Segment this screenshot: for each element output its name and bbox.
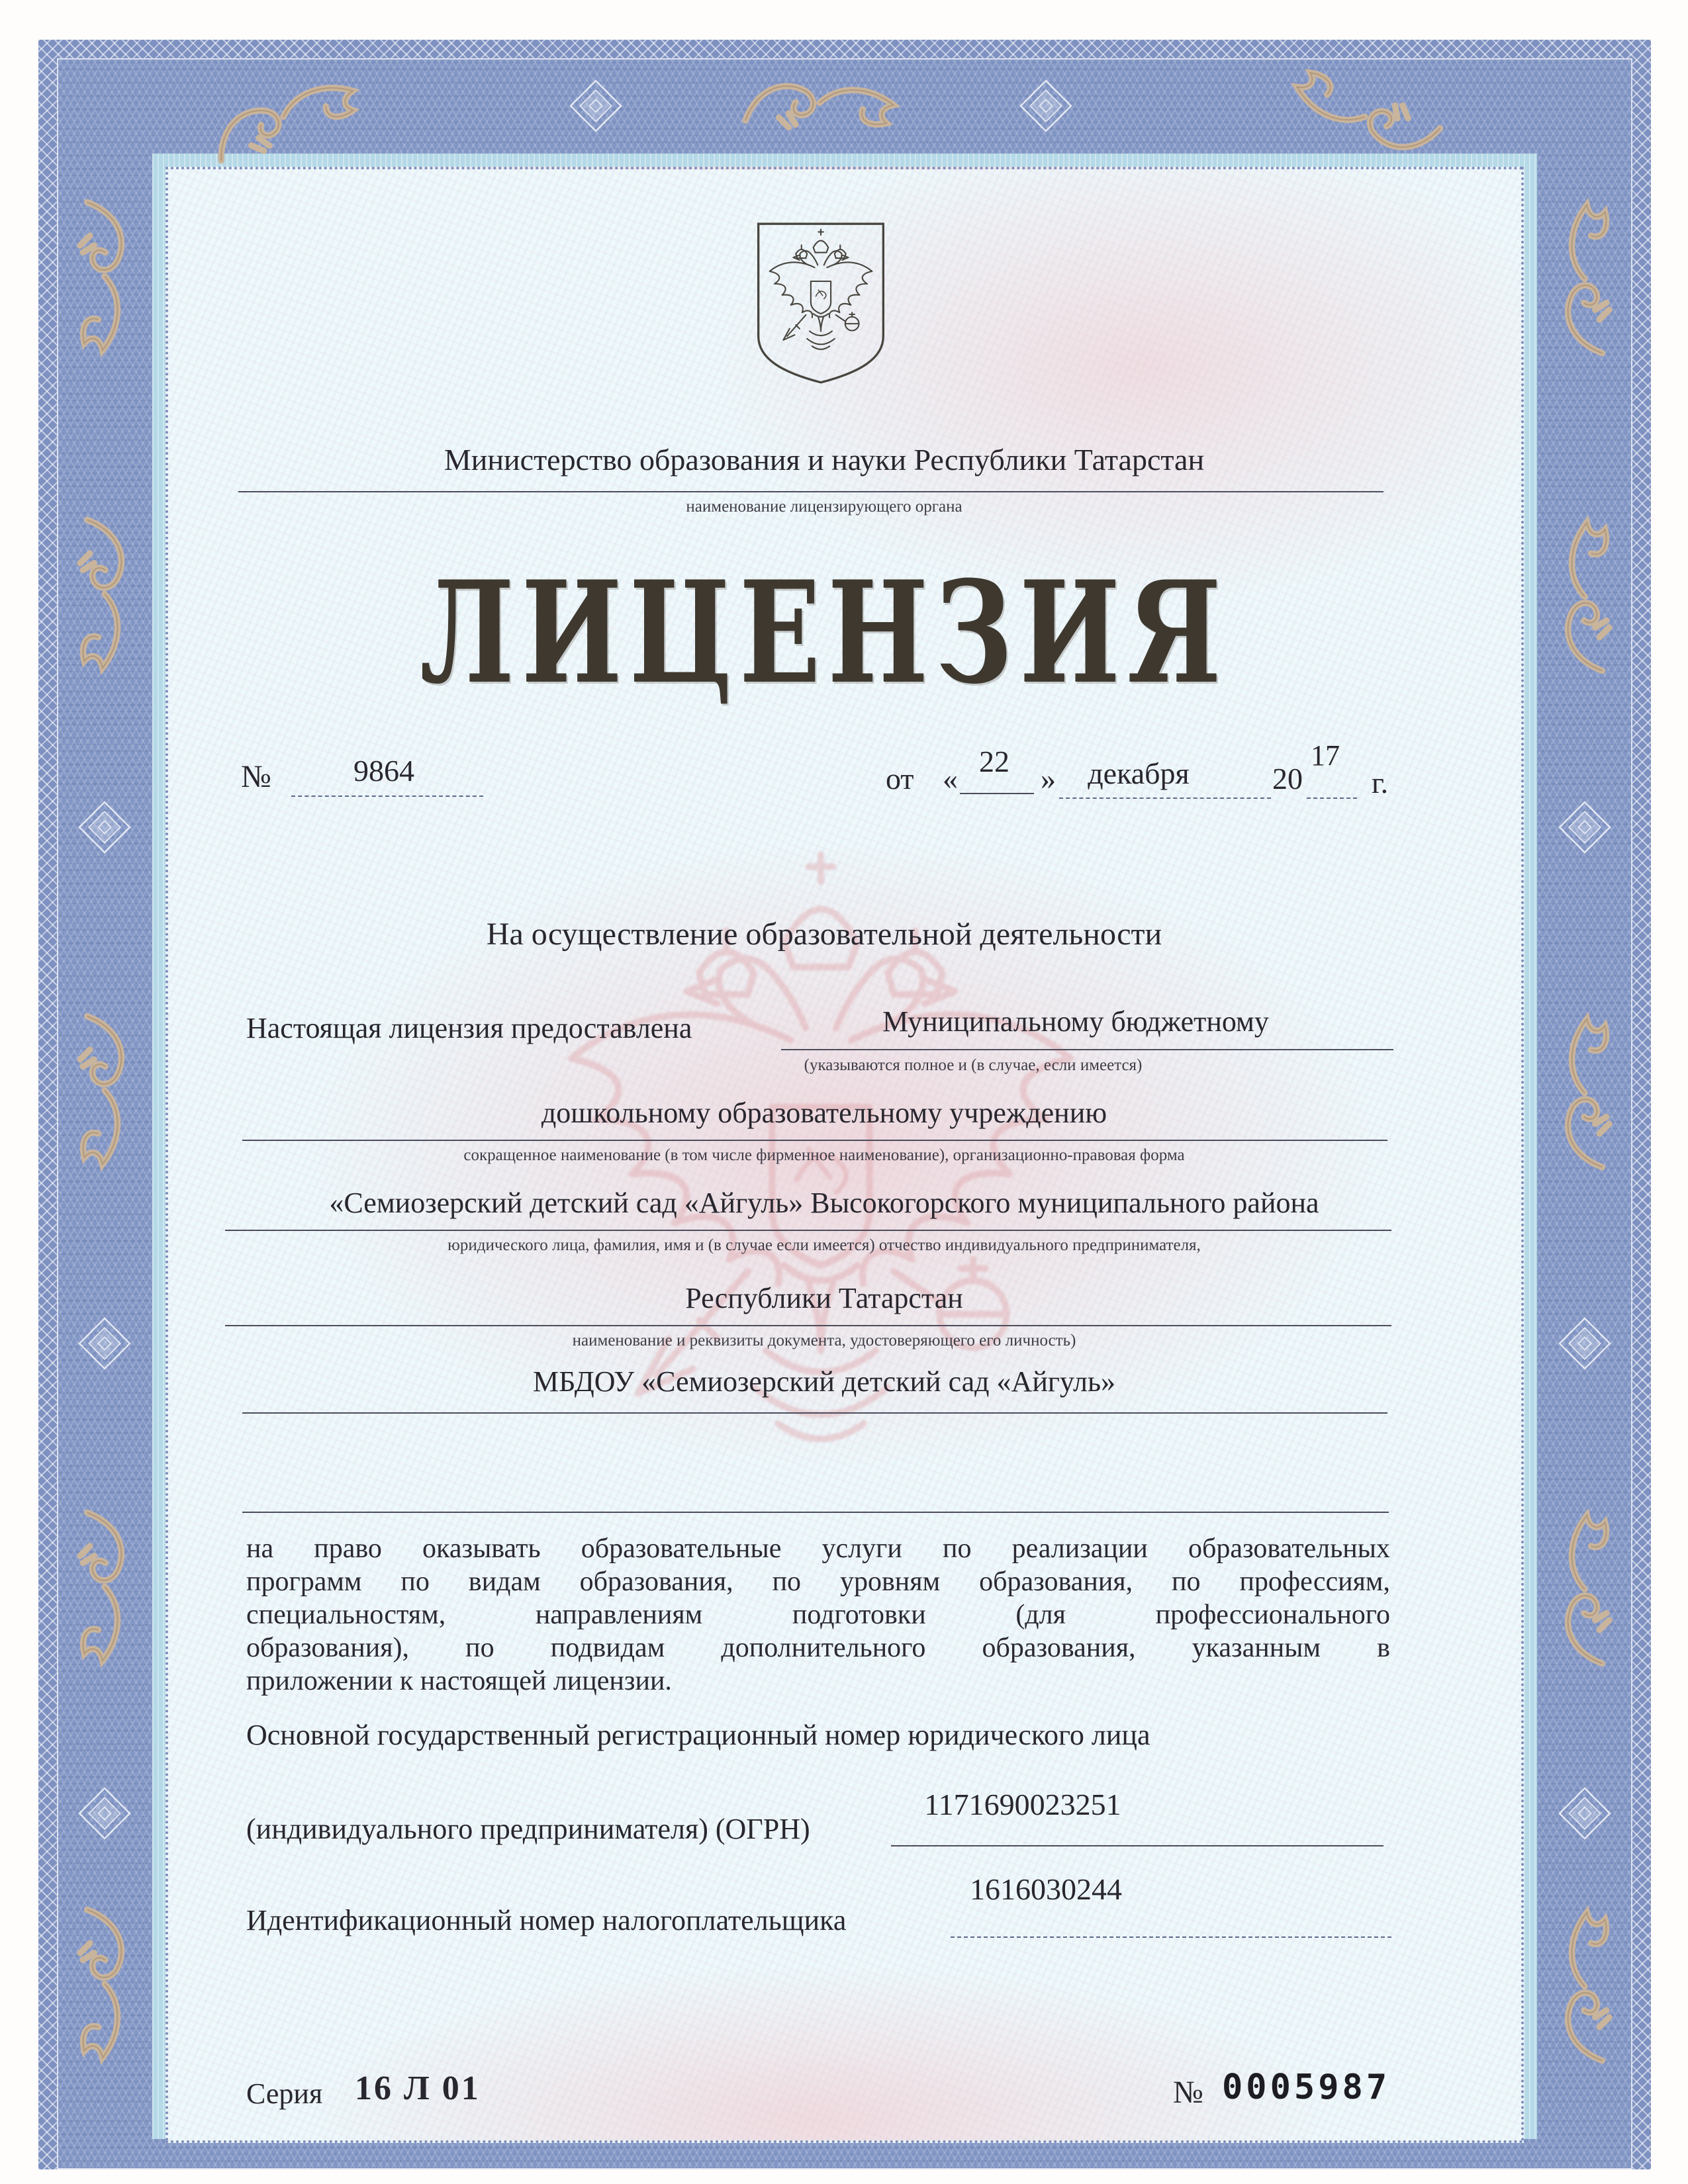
ogrn-underline (891, 1845, 1383, 1846)
date-year-line (1307, 797, 1357, 799)
date-year-prefix: 20 (1272, 762, 1303, 796)
baroque-scroll-ornament (73, 496, 136, 695)
grantee-line4-underline (225, 1325, 1391, 1326)
baroque-scroll-ornament (1554, 993, 1617, 1191)
ogrn-value: 1171690023251 (924, 1788, 1121, 1821)
date-day-line (960, 793, 1034, 794)
grantee-line4-caption: наименование и реквизиты документа, удостоверяющего его личность) (572, 1332, 1076, 1349)
granted-label: Настоящая лицензия предоставлена (246, 1012, 692, 1044)
grantee-line1-caption: (указываются полное и (в случае, если имеется) (804, 1056, 1143, 1074)
grantee-line1-underline (781, 1049, 1393, 1050)
baroque-scroll-ornament (722, 71, 920, 134)
ogrn-label: (индивидуального предпринимателя) (ОГРН) (246, 1813, 810, 1845)
baroque-scroll-ornament (1554, 1489, 1617, 1688)
guilloche-diamond-medallion (568, 78, 624, 134)
baroque-scroll-ornament (73, 1489, 136, 1688)
inn-value: 1616030244 (970, 1872, 1122, 1906)
license-number-line (291, 796, 483, 797)
grantee-line2-value: дошкольному образовательному учреждению (541, 1097, 1107, 1129)
series-value: 16 Л 01 (355, 2070, 481, 2107)
guilloche-diamond-medallion (77, 1786, 132, 1841)
grantee-line2-underline (242, 1140, 1387, 1141)
guilloche-diamond-medallion (77, 799, 132, 855)
license-number-label: № (241, 759, 271, 794)
inn-label: Идентификационный номер налогоплательщика (246, 1904, 847, 1936)
grantee-short-name: МБДОУ «Семиозерский детский сад «Айгуль» (532, 1365, 1116, 1398)
rights-paragraph-line: образования), по подвидам дополнительного образования, указанным в (246, 1633, 1390, 1663)
guilloche-diamond-medallion (1557, 1786, 1613, 1841)
guilloche-diamond-medallion (1557, 1316, 1613, 1371)
grantee-short-name-underline (242, 1412, 1387, 1414)
guilloche-diamond-medallion (1557, 799, 1613, 855)
license-subtitle: На осуществление образовательной деятельности (486, 917, 1162, 952)
empty-field-line (242, 1512, 1389, 1513)
authority-caption: наименование лицензирующего органа (686, 498, 962, 516)
ogrn-heading: Основной государственный регистрационный номер юридического лица (246, 1719, 1150, 1751)
baroque-scroll-ornament (1554, 179, 1617, 377)
date-month-value: декабря (1088, 756, 1190, 790)
date-day-value: 22 (979, 745, 1009, 778)
date-prefix: от (886, 762, 914, 796)
baroque-scroll-ornament (73, 1886, 136, 2085)
grantee-line1-value: Муниципальному бюджетному (882, 1005, 1269, 1038)
form-number-value: 0005987 (1222, 2068, 1391, 2107)
authority-name: Министерство образования и науки Республики Татарстан (444, 443, 1205, 477)
date-year-unit: г. (1372, 766, 1389, 799)
emblem-shield-outline (759, 224, 884, 383)
baroque-scroll-ornament (73, 993, 136, 1191)
baroque-scroll-ornament (1554, 1886, 1617, 2085)
grantee-line3-underline (225, 1230, 1391, 1231)
grantee-line3-caption: юридического лица, фамилия, имя и (в случае если имеется) отчество индивидуального предпринимателя, (447, 1236, 1201, 1254)
date-month-line (1059, 797, 1271, 799)
rights-paragraph-line: приложении к настоящей лицензии. (246, 1666, 672, 1696)
license-number-value: 9864 (353, 754, 414, 788)
date-year-suffix: 17 (1311, 739, 1340, 772)
grantee-line2-caption: сокращенное наименование (в том числе фирменное наименование), организационно-правовая форма (463, 1146, 1185, 1164)
coat-of-arms-emblem (755, 218, 887, 388)
grantee-line3-value: «Семиозерский детский сад «Айгуль» Высокогорского муниципального района (329, 1187, 1319, 1219)
license-title: ЛИЦЕНЗИЯ (420, 550, 1229, 715)
baroque-scroll-ornament (1554, 496, 1617, 695)
form-number-label: № (1173, 2075, 1203, 2110)
series-label: Серия (246, 2077, 323, 2110)
guilloche-diamond-medallion (1018, 78, 1074, 134)
rights-paragraph-line: программ по видам образования, по уровням образования, по профессиям, (246, 1567, 1390, 1597)
rights-paragraph-line: специальностям, направлениям подготовки (для профессионального (246, 1600, 1390, 1630)
date-quote-close: » (1041, 762, 1056, 796)
rights-paragraph (246, 1533, 1390, 1698)
rights-paragraph-line: на право оказывать образовательные услуги по реализации образовательных (246, 1533, 1390, 1564)
date-quote-open: « (943, 762, 958, 796)
inn-underline (951, 1936, 1391, 1938)
grantee-line4-value: Республики Татарстан (685, 1282, 963, 1314)
authority-underline (238, 491, 1383, 492)
guilloche-diamond-medallion (77, 1316, 132, 1371)
baroque-scroll-ornament (73, 179, 136, 377)
